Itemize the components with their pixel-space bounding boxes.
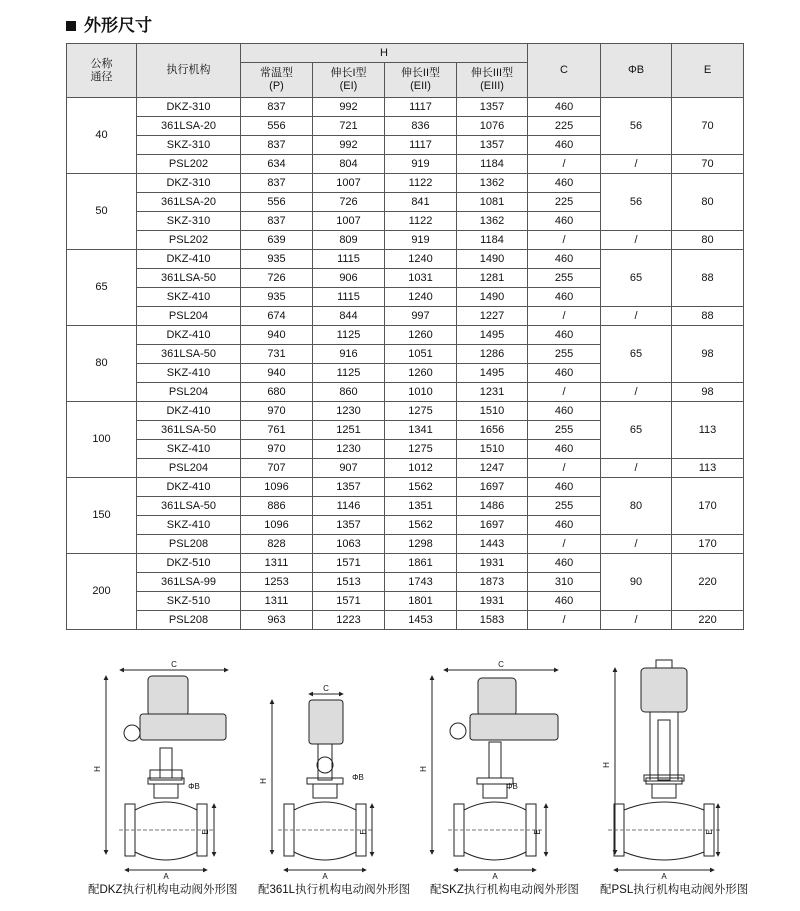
dkz-label-c: C	[171, 660, 177, 669]
361l-label-h: H	[259, 778, 268, 784]
cell-e: 98	[672, 326, 744, 383]
cell-c: 460	[528, 440, 601, 459]
table-row	[67, 402, 744, 421]
cell-p: 935	[241, 250, 313, 269]
cell-p: 837	[241, 136, 313, 155]
header-dn	[67, 44, 137, 98]
skz-bonnet	[483, 784, 507, 798]
cell-actuator: PSL208	[137, 611, 241, 630]
cell-e1: 1571	[313, 554, 385, 573]
cell-e1: 1063	[313, 535, 385, 554]
cell-dn: 200	[67, 554, 137, 630]
cell-e: 170	[672, 478, 744, 535]
dkz-actuator-body	[140, 714, 226, 740]
cell-c: 460	[528, 98, 601, 117]
cell-e: 170	[672, 535, 744, 554]
cell-actuator: SKZ-410	[137, 364, 241, 383]
cell-e2: 841	[385, 193, 457, 212]
cell-e3: 1184	[457, 231, 528, 250]
cell-e: 113	[672, 459, 744, 478]
cell-c: 460	[528, 364, 601, 383]
cell-e3: 1495	[457, 364, 528, 383]
cell-e3: 1656	[457, 421, 528, 440]
psl-actuator	[641, 668, 687, 712]
cell-e3: 1510	[457, 402, 528, 421]
cell-c: /	[528, 383, 601, 402]
cell-e3: 1081	[457, 193, 528, 212]
cell-c: /	[528, 535, 601, 554]
table-row	[67, 611, 744, 630]
cell-p: 556	[241, 117, 313, 136]
cell-c: 460	[528, 402, 601, 421]
cell-p: 837	[241, 98, 313, 117]
cell-phib: /	[601, 535, 672, 554]
361l-bonnet-flange	[307, 778, 343, 784]
cell-e1: 1125	[313, 364, 385, 383]
section-title-text: 外形尺寸	[84, 16, 152, 35]
psl-label-e: E	[705, 829, 714, 835]
cell-e1: 1513	[313, 573, 385, 592]
table-row	[67, 231, 744, 250]
cell-p: 1311	[241, 592, 313, 611]
cell-e1: 1007	[313, 212, 385, 231]
cell-e1: 1251	[313, 421, 385, 440]
cell-phib: 65	[601, 402, 672, 459]
cell-e3: 1697	[457, 516, 528, 535]
caption-dkz: 配DKZ执行机构电动阀外形图	[88, 884, 238, 896]
cell-e2: 1240	[385, 288, 457, 307]
header-e3-line1: 伸长III型	[470, 67, 514, 80]
cell-e2: 1743	[385, 573, 457, 592]
cell-c: 310	[528, 573, 601, 592]
361l-body	[294, 802, 356, 860]
cell-e2: 1122	[385, 174, 457, 193]
skz-actuator-body	[470, 714, 558, 740]
header-p-line1: 常温型	[260, 67, 293, 80]
cell-phib: /	[601, 383, 672, 402]
cell-actuator: PSL204	[137, 459, 241, 478]
cell-phib: 65	[601, 250, 672, 307]
cell-e: 70	[672, 98, 744, 155]
dkz-actuator-top	[148, 676, 188, 716]
cell-e: 80	[672, 231, 744, 250]
cell-c: 460	[528, 174, 601, 193]
cell-p: 680	[241, 383, 313, 402]
skz-label-phib: ΦB	[506, 782, 518, 791]
cell-e3: 1362	[457, 174, 528, 193]
cell-e1: 1115	[313, 288, 385, 307]
cell-actuator: 361LSA-99	[137, 573, 241, 592]
cell-e1: 1125	[313, 326, 385, 345]
cell-p: 886	[241, 497, 313, 516]
cell-actuator: 361LSA-50	[137, 345, 241, 364]
dkz-label-phib: ΦB	[188, 782, 200, 791]
cell-p: 639	[241, 231, 313, 250]
table-row	[67, 250, 744, 269]
table-row	[67, 535, 744, 554]
cell-phib: /	[601, 611, 672, 630]
cell-e3: 1495	[457, 326, 528, 345]
cell-c: /	[528, 459, 601, 478]
cell-e3: 1697	[457, 478, 528, 497]
cell-e1: 1357	[313, 478, 385, 497]
header-e1	[313, 63, 385, 98]
table-row	[67, 383, 744, 402]
cell-e3: 1443	[457, 535, 528, 554]
header-h: H	[241, 44, 528, 63]
cell-dn: 150	[67, 478, 137, 554]
cell-actuator: DKZ-410	[137, 326, 241, 345]
table-row	[67, 174, 744, 193]
diagram-psl	[602, 660, 720, 881]
cell-actuator: SKZ-310	[137, 136, 241, 155]
cell-actuator: PSL202	[137, 155, 241, 174]
dimension-table	[66, 43, 744, 630]
cell-e2: 1260	[385, 364, 457, 383]
title-square-icon	[66, 21, 76, 31]
cell-p: 1253	[241, 573, 313, 592]
header-p-line2: (P)	[269, 80, 284, 92]
cell-c: 460	[528, 554, 601, 573]
cell-c: 460	[528, 478, 601, 497]
cell-c: 460	[528, 212, 601, 231]
cell-e2: 1453	[385, 611, 457, 630]
cell-e3: 1362	[457, 212, 528, 231]
cell-e3: 1510	[457, 440, 528, 459]
cell-dn: 65	[67, 250, 137, 326]
cell-e2: 997	[385, 307, 457, 326]
cell-e: 220	[672, 611, 744, 630]
skz-label-h: H	[419, 766, 428, 772]
table-row	[67, 307, 744, 326]
skz-label-e: E	[533, 829, 542, 835]
cell-actuator: 361LSA-50	[137, 269, 241, 288]
cell-actuator: 361LSA-50	[137, 497, 241, 516]
cell-phib: 65	[601, 326, 672, 383]
table-row	[67, 554, 744, 573]
cell-c: 460	[528, 592, 601, 611]
cell-e2: 1801	[385, 592, 457, 611]
table-row	[67, 155, 744, 174]
cell-p: 707	[241, 459, 313, 478]
cell-actuator: SKZ-310	[137, 212, 241, 231]
dkz-stem	[160, 748, 172, 778]
cell-e: 98	[672, 383, 744, 402]
cell-phib: 80	[601, 478, 672, 535]
cell-e2: 1031	[385, 269, 457, 288]
cell-e: 70	[672, 155, 744, 174]
cell-actuator: DKZ-410	[137, 250, 241, 269]
cell-c: 225	[528, 117, 601, 136]
cell-p: 837	[241, 174, 313, 193]
cell-actuator: SKZ-410	[137, 440, 241, 459]
cell-e: 220	[672, 554, 744, 611]
cell-phib: /	[601, 459, 672, 478]
cell-actuator: 361LSA-20	[137, 193, 241, 212]
cell-p: 828	[241, 535, 313, 554]
table-body	[67, 98, 744, 630]
cell-actuator: PSL202	[137, 231, 241, 250]
table-row	[67, 459, 744, 478]
cell-c: 255	[528, 421, 601, 440]
361l-bonnet	[313, 784, 337, 798]
header-e2-line2: (EII)	[410, 80, 431, 92]
cell-phib: 56	[601, 174, 672, 231]
dkz-label-e: E	[201, 829, 210, 835]
header-dn-line1: 公称	[90, 57, 113, 70]
header-e1-line1: 伸长I型	[330, 67, 367, 80]
cell-e3: 1486	[457, 497, 528, 516]
skz-actuator-top	[478, 678, 516, 716]
cell-actuator: DKZ-510	[137, 554, 241, 573]
361l-label-a: A	[322, 872, 328, 881]
cell-e3: 1931	[457, 554, 528, 573]
cell-e2: 1861	[385, 554, 457, 573]
cell-dn: 40	[67, 98, 137, 174]
cell-e2: 1562	[385, 478, 457, 497]
cell-phib: /	[601, 231, 672, 250]
cell-e3: 1873	[457, 573, 528, 592]
dkz-label-a: A	[163, 872, 169, 881]
psl-stem	[658, 720, 670, 780]
cell-e1: 860	[313, 383, 385, 402]
cell-actuator: DKZ-310	[137, 98, 241, 117]
header-e: E	[672, 44, 744, 98]
cell-e1: 1223	[313, 611, 385, 630]
skz-body	[464, 802, 526, 860]
dkz-bonnet	[154, 784, 178, 798]
skz-label-c: C	[498, 660, 504, 669]
cell-e: 80	[672, 174, 744, 231]
header-dn-line2: 通径	[90, 70, 113, 83]
cell-p: 761	[241, 421, 313, 440]
psl-label-a: A	[661, 872, 667, 881]
cell-e1: 1115	[313, 250, 385, 269]
cell-actuator: 361LSA-50	[137, 421, 241, 440]
cell-p: 963	[241, 611, 313, 630]
cell-e3: 1227	[457, 307, 528, 326]
cell-p: 1096	[241, 478, 313, 497]
cell-c: 255	[528, 345, 601, 364]
cell-actuator: 361LSA-20	[137, 117, 241, 136]
cell-e2: 1051	[385, 345, 457, 364]
cell-e1: 726	[313, 193, 385, 212]
cell-p: 970	[241, 402, 313, 421]
cell-e3: 1357	[457, 98, 528, 117]
header-actuator: 执行机构	[137, 44, 241, 98]
cell-c: /	[528, 155, 601, 174]
cell-e2: 1010	[385, 383, 457, 402]
dkz-body	[135, 802, 197, 860]
cell-e1: 809	[313, 231, 385, 250]
table-header	[67, 44, 744, 98]
section-title	[66, 14, 152, 38]
cell-e1: 1357	[313, 516, 385, 535]
cell-e2: 919	[385, 155, 457, 174]
cell-e1: 992	[313, 136, 385, 155]
valve-diagrams	[0, 650, 800, 911]
cell-p: 970	[241, 440, 313, 459]
cell-p: 837	[241, 212, 313, 231]
cell-e1: 844	[313, 307, 385, 326]
cell-e1: 916	[313, 345, 385, 364]
cell-e2: 836	[385, 117, 457, 136]
cell-actuator: PSL208	[137, 535, 241, 554]
skz-handwheel	[450, 723, 466, 739]
header-p	[241, 63, 313, 98]
skz-label-a: A	[492, 872, 498, 881]
cell-p: 556	[241, 193, 313, 212]
cell-e1: 804	[313, 155, 385, 174]
cell-e2: 1117	[385, 98, 457, 117]
caption-skz: 配SKZ执行机构电动阀外形图	[430, 884, 579, 896]
cell-c: 460	[528, 516, 601, 535]
cell-e: 113	[672, 402, 744, 459]
cell-c: 255	[528, 497, 601, 516]
cell-e1: 721	[313, 117, 385, 136]
cell-p: 940	[241, 326, 313, 345]
cell-e2: 1260	[385, 326, 457, 345]
psl-body	[624, 802, 704, 860]
361l-label-e: E	[359, 829, 368, 835]
cell-e2: 919	[385, 231, 457, 250]
skz-stem	[489, 742, 501, 778]
cell-e: 88	[672, 250, 744, 307]
diagram-skz	[419, 660, 558, 881]
header-e1-line2: (EI)	[339, 80, 358, 92]
cell-e2: 1341	[385, 421, 457, 440]
cell-e3: 1286	[457, 345, 528, 364]
cell-e2: 1275	[385, 440, 457, 459]
cell-p: 726	[241, 269, 313, 288]
cell-e2: 1240	[385, 250, 457, 269]
cell-c: /	[528, 307, 601, 326]
cell-e3: 1247	[457, 459, 528, 478]
psl-label-h: H	[602, 762, 611, 768]
header-e3	[457, 63, 528, 98]
cell-p: 731	[241, 345, 313, 364]
cell-actuator: SKZ-410	[137, 288, 241, 307]
cell-e1: 906	[313, 269, 385, 288]
cell-c: 460	[528, 250, 601, 269]
cell-actuator: SKZ-410	[137, 516, 241, 535]
cell-e3: 1231	[457, 383, 528, 402]
cell-c: 225	[528, 193, 601, 212]
cell-c: /	[528, 611, 601, 630]
cell-actuator: DKZ-410	[137, 402, 241, 421]
header-phib: ΦB	[601, 44, 672, 98]
cell-dn: 80	[67, 326, 137, 402]
psl-bonnet	[652, 784, 676, 798]
cell-e2: 1298	[385, 535, 457, 554]
cell-e2: 1351	[385, 497, 457, 516]
cell-e1: 907	[313, 459, 385, 478]
cell-e1: 1007	[313, 174, 385, 193]
cell-e1: 1146	[313, 497, 385, 516]
diagram-361l	[259, 684, 372, 881]
header-e2-line1: 伸长II型	[400, 67, 441, 80]
cell-c: 460	[528, 288, 601, 307]
cell-actuator: DKZ-410	[137, 478, 241, 497]
table-row	[67, 326, 744, 345]
caption-psl: 配PSL执行机构电动阀外形图	[600, 884, 749, 896]
cell-phib: /	[601, 155, 672, 174]
cell-e3: 1583	[457, 611, 528, 630]
diagram-dkz	[93, 660, 228, 881]
header-c: C	[528, 44, 601, 98]
cell-actuator: DKZ-310	[137, 174, 241, 193]
cell-e2: 1275	[385, 402, 457, 421]
361l-label-phib: ΦB	[352, 773, 364, 782]
cell-c: 460	[528, 136, 601, 155]
cell-p: 1096	[241, 516, 313, 535]
cell-c: 255	[528, 269, 601, 288]
cell-e3: 1490	[457, 288, 528, 307]
cell-e1: 1230	[313, 402, 385, 421]
cell-phib: 90	[601, 554, 672, 611]
cell-e3: 1184	[457, 155, 528, 174]
cell-p: 940	[241, 364, 313, 383]
dkz-handwheel	[124, 725, 140, 741]
cell-actuator: SKZ-510	[137, 592, 241, 611]
cell-e3: 1931	[457, 592, 528, 611]
cell-e3: 1490	[457, 250, 528, 269]
cell-dn: 100	[67, 402, 137, 478]
cell-e3: 1281	[457, 269, 528, 288]
cell-c: /	[528, 231, 601, 250]
cell-actuator: PSL204	[137, 383, 241, 402]
table-row	[67, 98, 744, 117]
361l-actuator	[309, 700, 343, 744]
caption-361l: 配361L执行机构电动阀外形图	[258, 884, 411, 896]
cell-e2: 1117	[385, 136, 457, 155]
cell-p: 935	[241, 288, 313, 307]
table-row	[67, 478, 744, 497]
cell-e3: 1076	[457, 117, 528, 136]
cell-phib: 56	[601, 98, 672, 155]
361l-label-c: C	[323, 684, 329, 693]
dkz-bonnet-flange	[148, 778, 184, 784]
cell-e1: 1571	[313, 592, 385, 611]
dkz-label-h: H	[93, 766, 102, 772]
cell-actuator: PSL204	[137, 307, 241, 326]
cell-c: 460	[528, 326, 601, 345]
header-e3-line2: (EIII)	[480, 80, 504, 92]
header-e2	[385, 63, 457, 98]
cell-dn: 50	[67, 174, 137, 250]
cell-e2: 1122	[385, 212, 457, 231]
cell-e2: 1562	[385, 516, 457, 535]
psl-cap	[656, 660, 672, 668]
cell-e: 88	[672, 307, 744, 326]
cell-e1: 1230	[313, 440, 385, 459]
cell-p: 634	[241, 155, 313, 174]
cell-e1: 992	[313, 98, 385, 117]
cell-e3: 1357	[457, 136, 528, 155]
cell-p: 1311	[241, 554, 313, 573]
cell-p: 674	[241, 307, 313, 326]
cell-phib: /	[601, 307, 672, 326]
cell-e2: 1012	[385, 459, 457, 478]
361l-stem	[318, 742, 332, 780]
361l-coupling	[317, 757, 333, 773]
